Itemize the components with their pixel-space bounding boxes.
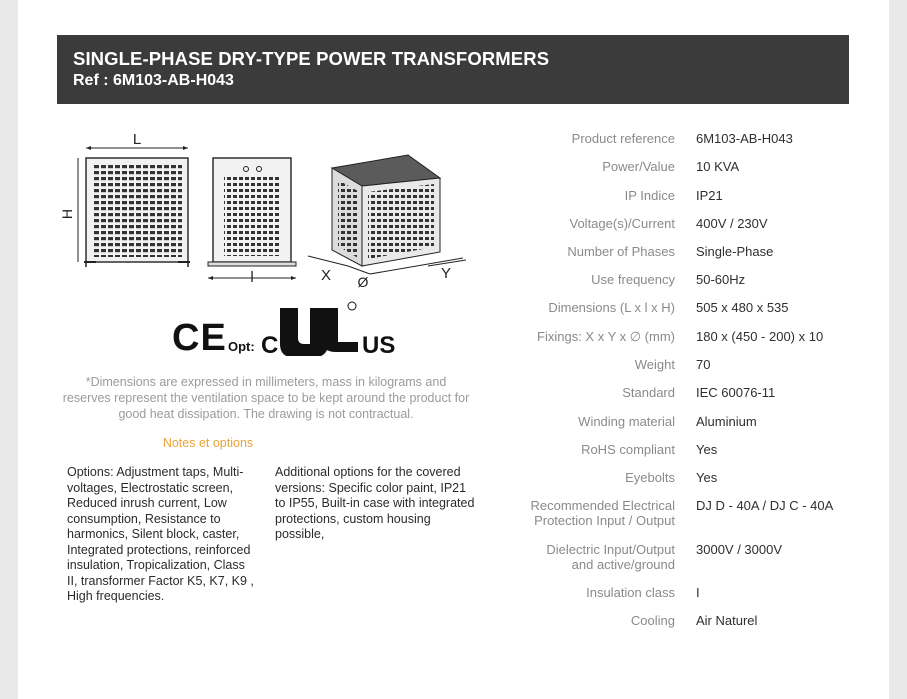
spec-label: Fixings: X x Y x ∅ (mm) (537, 329, 675, 344)
opt-label: Opt: (228, 339, 255, 354)
spec-value: Yes (696, 442, 718, 457)
ul-logo-icon (280, 302, 358, 356)
transformer-dimension-drawing (58, 128, 478, 293)
spec-value: Aluminium (696, 414, 757, 429)
product-ref-heading: Ref : 6M103-AB-H043 (73, 72, 234, 89)
spec-label: Winding material (578, 414, 675, 429)
notes-options-heading: Notes et options (162, 436, 254, 450)
spec-value: I (696, 585, 700, 600)
front-view (59, 131, 190, 267)
spec-value: Yes (696, 470, 718, 485)
dimensions-disclaimer: *Dimensions are expressed in millimeters, mass in kilograms and reserves represent the ventilation space to be kept around the product for good heat dissipation. The drawing is not contractual. (62, 375, 470, 421)
spec-label: Dielectric Input/Output and active/ground (546, 542, 675, 572)
spec-value: IEC 60076-11 (696, 385, 776, 400)
spec-label: Dimensions (L x l x H) (548, 300, 675, 315)
dim-L-label: L (132, 131, 142, 148)
header-banner (57, 35, 849, 104)
spec-label: Eyebolts (625, 470, 675, 485)
spec-label: Recommended Electrical Protection Input / Output (530, 498, 675, 528)
spec-label: IP Indice (624, 188, 675, 203)
dim-Y-label: Y (440, 265, 452, 282)
spec-value: Single-Phase (696, 244, 774, 259)
isometric-view (308, 155, 466, 290)
spec-value: 180 x (450 - 200) x 10 (696, 329, 824, 344)
spec-value: 3000V / 3000V (696, 542, 783, 557)
certification-marks (172, 300, 402, 356)
side-view (208, 158, 296, 286)
spec-value: 70 (696, 357, 711, 372)
spec-label: Insulation class (586, 585, 675, 600)
spec-label: Use frequency (591, 272, 675, 287)
spec-label: Weight (634, 357, 675, 372)
options-list: Options: Adjustment taps, Multi-voltages, Electrostatic screen, Reduced inrush current, Low consumption, Resistance to harmonics, Silent block, caster, Integrated protections, reinforced insulation, Tropicalization, Class II, transformer Factor K5, K7, K9 , High frequencies. (67, 465, 254, 603)
spec-value: IP21 (696, 188, 723, 203)
dim-l-label: l (250, 269, 254, 286)
spec-value: DJ D - 40A / DJ C - 40A (696, 498, 834, 513)
spec-label: Standard (622, 385, 675, 400)
us-mark: US (362, 332, 396, 356)
dim-diameter-label: Ø (357, 274, 369, 290)
spec-label: RoHS compliant (581, 442, 675, 457)
spec-value: 6M103-AB-H043 (696, 131, 793, 146)
ce-mark: CE (172, 317, 227, 356)
c-mark: C (261, 332, 279, 356)
spec-label: Product reference (571, 131, 675, 146)
spec-value: 10 KVA (696, 159, 740, 174)
spec-label: Voltage(s)/Current (569, 216, 675, 231)
additional-options-list: Additional options for the covered versions: Specific color paint, IP21 to IP55, Built-in case with integrated protections, custom housing possible, (275, 465, 475, 541)
spec-label: Power/Value (602, 159, 675, 174)
spec-value: Air Naturel (696, 613, 758, 628)
spec-value: 50-60Hz (696, 272, 746, 287)
spec-label: Cooling (630, 613, 675, 628)
spec-value: 505 x 480 x 535 (696, 300, 789, 315)
spec-label: Number of Phases (567, 244, 675, 259)
dim-H-label: H (59, 208, 75, 220)
page-title: SINGLE-PHASE DRY-TYPE POWER TRANSFORMERS (73, 48, 550, 69)
dim-X-label: X (320, 267, 332, 284)
spec-value: 400V / 230V (696, 216, 768, 231)
